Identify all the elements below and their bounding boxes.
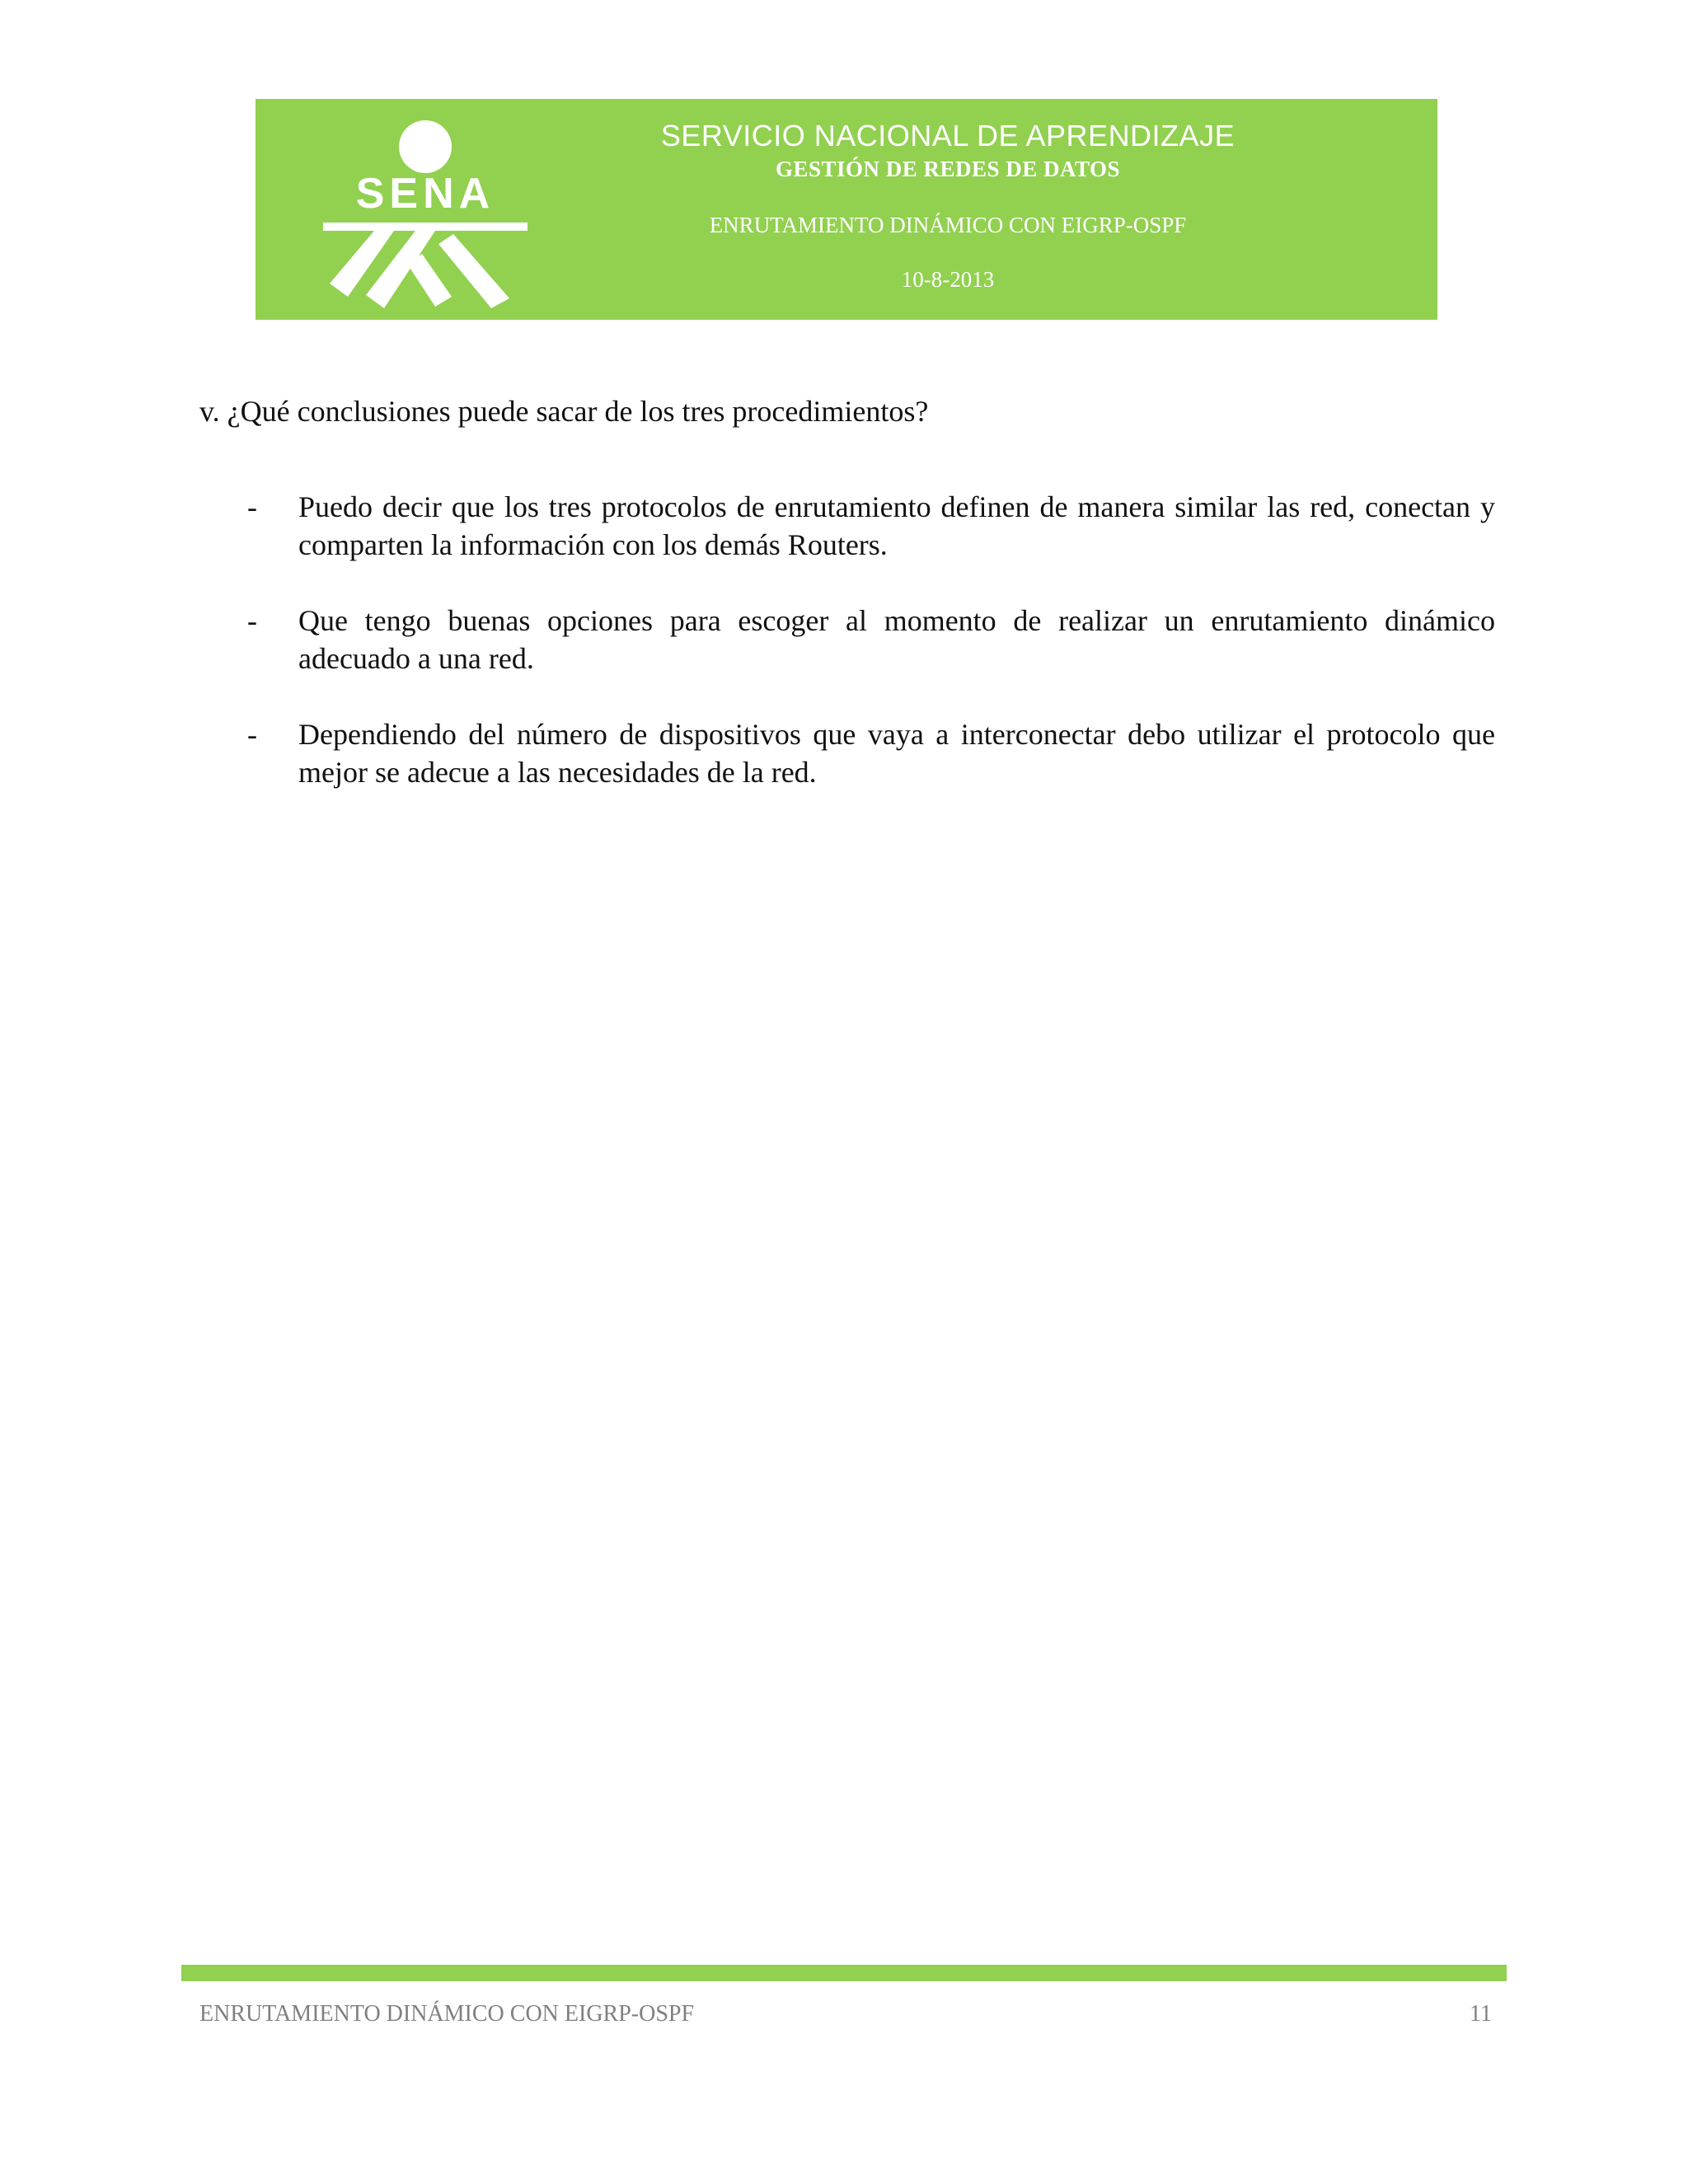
- logo-wordmark: SENA: [355, 170, 495, 218]
- footer-title: ENRUTAMIENTO DINÁMICO CON EIGRP-OSPF: [199, 2001, 695, 2027]
- document-date: 10-8-2013: [901, 267, 995, 292]
- sena-logo: [315, 119, 536, 308]
- list-item-text: Que tengo buenas opciones para escoger al momento de realizar un enrutamiento dinámico adecuado a una red.: [298, 604, 1495, 675]
- org-name: SERVICIO NACIONAL DE APRENDIZAJE: [660, 119, 1236, 152]
- list-item: [247, 602, 1495, 677]
- program-name: GESTIÓN DE REDES DE DATOS: [775, 157, 1121, 181]
- conclusions-list: [247, 488, 1495, 829]
- document-title: ENRUTAMIENTO DINÁMICO CON EIGRP-OSPF: [709, 213, 1187, 237]
- list-item-text: Puedo decir que los tres protocolos de enrutamiento definen de manera similar las red, conectan y comparten la información con los demás Routers.: [298, 490, 1495, 561]
- bullet-dash: -: [247, 718, 257, 751]
- question-text: v. ¿Qué conclusiones puede sacar de los tres procedimientos?: [199, 395, 929, 428]
- bullet-dash: -: [247, 490, 257, 523]
- page-number: 11: [1470, 2001, 1492, 2027]
- header-banner: [256, 99, 1437, 320]
- list-item-text: Dependiendo del número de dispositivos que vaya a interconectar debo utilizar el protocolo que mejor se adecue a las necesidades de la red.: [298, 718, 1495, 789]
- bullet-dash: -: [247, 604, 257, 637]
- list-item: [247, 715, 1495, 791]
- list-item: [247, 488, 1495, 564]
- footer-bar: [181, 1965, 1507, 1981]
